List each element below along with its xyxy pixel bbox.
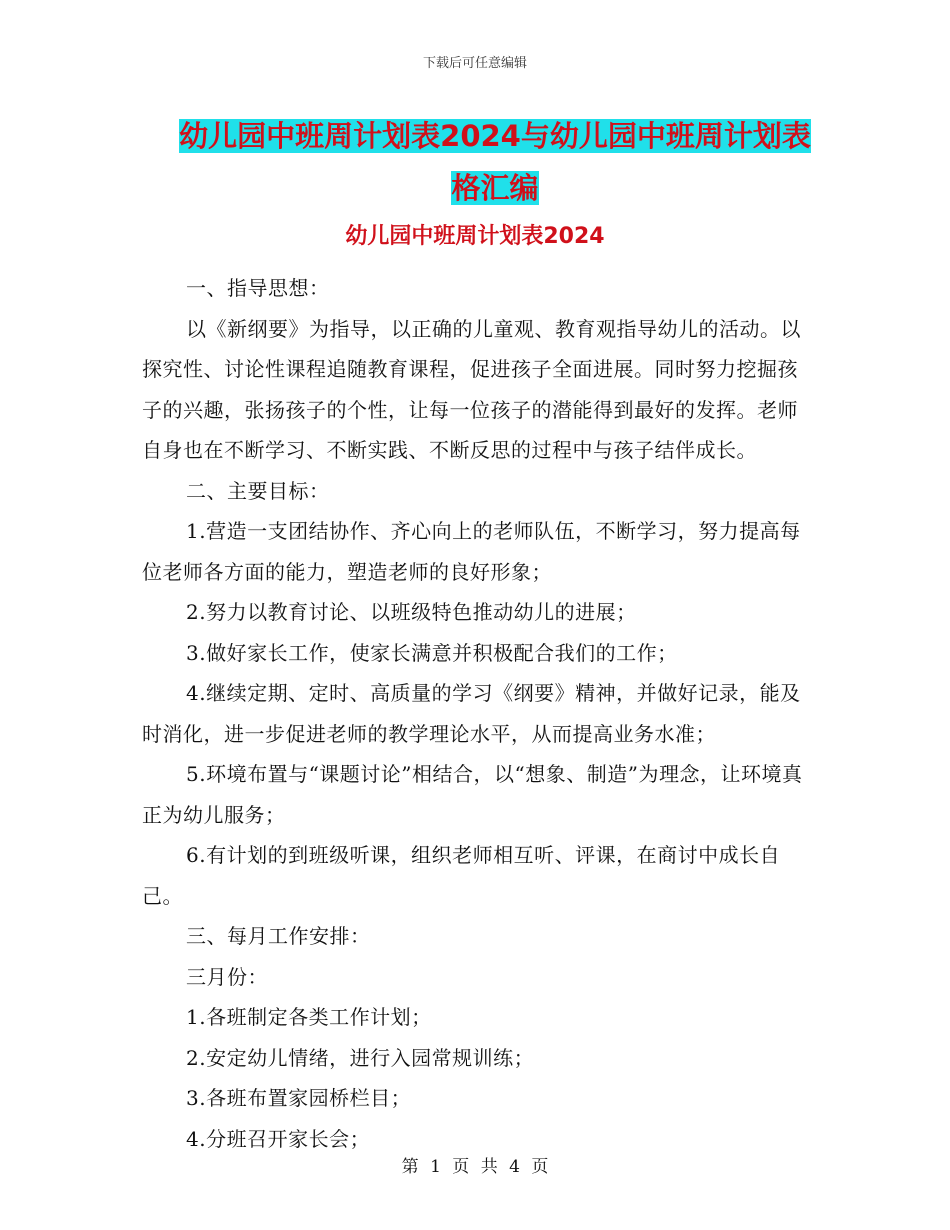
paragraph: 一、指导思想： [186, 276, 330, 300]
document-title-text: 幼儿园中班周计划表2024与幼儿园中班周计划表格汇编 [179, 119, 811, 205]
paragraph: 4.继续定期、定时、高质量的学习《纲要》精神，并做好记录，能及时消化，进一步促进老师的教学理论水平，从而提高业务水准； [142, 681, 801, 746]
paragraph: 三月份： [186, 964, 268, 989]
paragraph: 三、每月工作安排： [186, 924, 371, 948]
page-footer: 第 1 页 共 4 页 [401, 1157, 549, 1177]
header-note: 下载后可任意编辑 [422, 56, 527, 71]
paragraph: 2.安定幼儿情绪，进行入园常规训练； [186, 1045, 535, 1070]
paragraph: 6.有计划的到班级听课，组织老师相互听、评课，在商讨中成长自己。 [142, 843, 781, 908]
paragraph: 二、主要目标： [186, 478, 330, 503]
section-title: 幼儿园中班周计划表2024 [345, 224, 605, 249]
body-text [142, 268, 812, 1159]
document-title [170, 110, 820, 214]
paragraph: 3.各班布置家园桥栏目； [186, 1086, 412, 1110]
paragraph: 以《新纲要》为指导，以正确的儿童观、教育观指导幼儿的活动。以探究性、讨论性课程追随教育课程，促进孩子全面进展。同时努力挖掘孩子的兴趣，张扬孩子的个性，让每一位孩子的潜能得到最好的发挥。老师自身也在不断学习、不断实践、不断反思的过程中与孩子结伴成长。 [142, 316, 801, 462]
paragraph: 3.做好家长工作，使家长满意并积极配合我们的工作； [186, 640, 678, 665]
paragraph: 4.分班召开家长会； [186, 1126, 371, 1151]
paragraph: 1.各班制定各类工作计划； [186, 1005, 432, 1029]
paragraph: 1.营造一支团结协作、齐心向上的老师队伍，不断学习，努力提高每位老师各方面的能力，塑造老师的良好形象； [142, 519, 801, 584]
paragraph: 2.努力以教育讨论、以班级特色推动幼儿的进展； [186, 600, 637, 624]
paragraph: 5.环境布置与“课题讨论”相结合，以“想象、制造”为理念，让环境真正为幼儿服务； [142, 762, 803, 827]
